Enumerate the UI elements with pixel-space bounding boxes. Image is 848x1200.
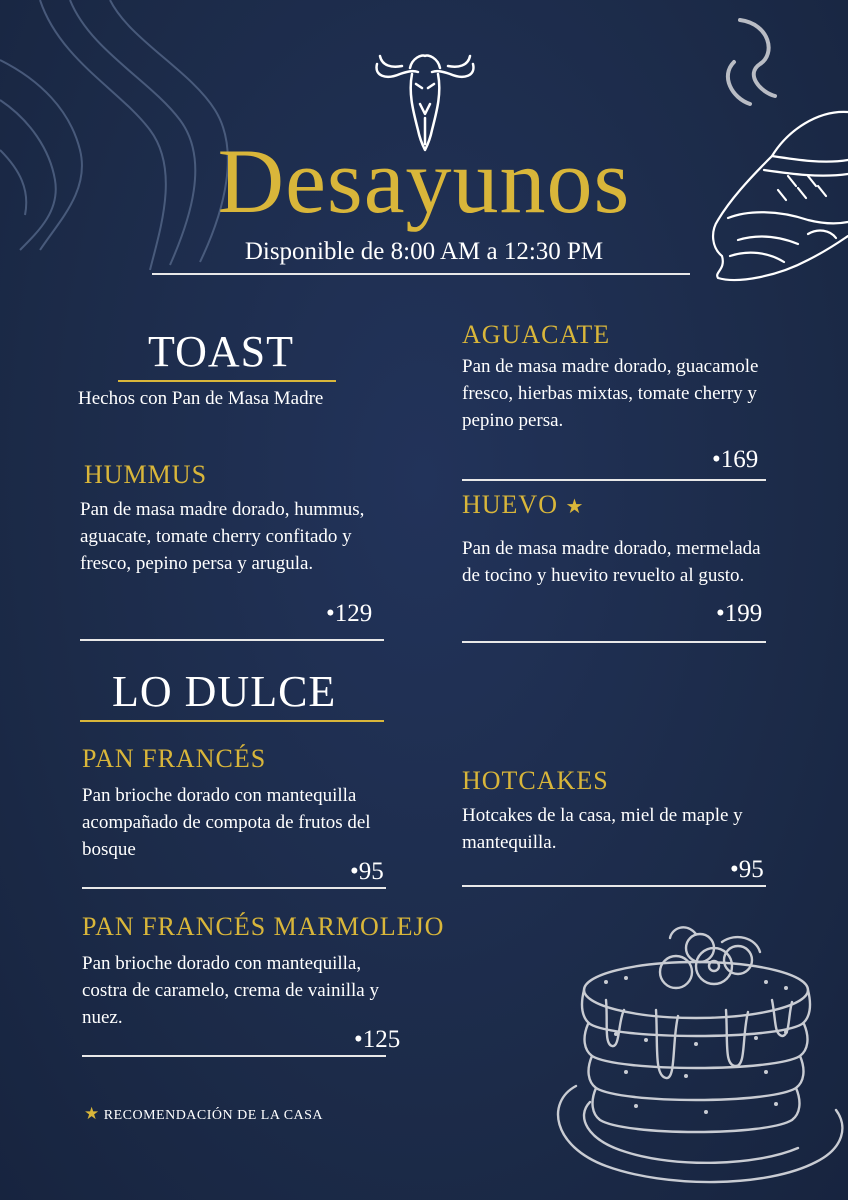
star-icon: ★ [84, 1104, 100, 1123]
section-heading-toast: TOAST [148, 327, 294, 376]
item-divider-pan-frances [82, 887, 386, 889]
item-name-pan-frances-marmolejo: PAN FRANCÉS MARMOLEJO [82, 912, 445, 941]
item-divider-pan-frances-marmolejo [82, 1055, 386, 1057]
section-heading-dulce: LO DULCE [112, 667, 337, 716]
item-divider-hummus [80, 639, 384, 641]
item-description-huevo: Pan de masa madre dorado, mermelada de tocino y huevito revuelto al gusto. [462, 538, 761, 586]
dulce-heading-underline [80, 720, 384, 722]
item-description-aguacate: Pan de masa madre dorado, guacamole fresco, hierbas mixtas, tomate cherry y pepino persa. [462, 356, 759, 431]
star-icon: ★ [565, 496, 585, 518]
item-price-pan-frances: •95 [350, 858, 384, 885]
item-description-hummus: Pan de masa madre dorado, hummus, aguacate, tomate cherry confitado y fresco, pepino persa y arugula. [80, 499, 365, 574]
page-subtitle: Disponible de 8:00 AM a 12:30 PM [244, 238, 604, 265]
pancake-stack-icon [546, 926, 848, 1200]
item-description-pan-frances-marmolejo: Pan brioche dorado con mantequilla, costra de caramelo, crema de vainilla y nuez. [82, 953, 379, 1028]
item-description-hotcakes: Hotcakes de la casa, miel de maple y mantequilla. [462, 805, 743, 853]
item-name-huevo [462, 490, 584, 520]
section-subheading-toast: Hechos con Pan de Masa Madre [78, 388, 324, 409]
item-name-huevo-label: HUEVO [462, 490, 558, 519]
house-recommendation-note [84, 1104, 323, 1124]
page-title: Desayunos [217, 130, 631, 232]
item-divider-hotcakes [462, 885, 766, 887]
item-price-hummus: •129 [326, 600, 373, 627]
item-divider-aguacate [462, 479, 766, 481]
item-price-huevo: •199 [716, 600, 763, 627]
item-name-aguacate: AGUACATE [462, 320, 611, 349]
item-price-aguacate: •169 [712, 446, 759, 473]
item-price-pan-frances-marmolejo: •125 [354, 1026, 401, 1053]
item-name-hummus: HUMMUS [84, 460, 208, 489]
item-price-hotcakes: •95 [730, 856, 764, 883]
item-description-pan-frances: Pan brioche dorado con mantequilla acompañado de compota de frutos del bosque [82, 785, 371, 860]
toast-heading-underline [118, 380, 336, 382]
item-name-hotcakes: HOTCAKES [462, 766, 609, 795]
header-divider [152, 273, 690, 275]
house-recommendation-label: RECOMENDACIÓN DE LA CASA [103, 1108, 324, 1123]
item-name-pan-frances: PAN FRANCÉS [82, 744, 267, 773]
item-divider-huevo [462, 641, 766, 643]
